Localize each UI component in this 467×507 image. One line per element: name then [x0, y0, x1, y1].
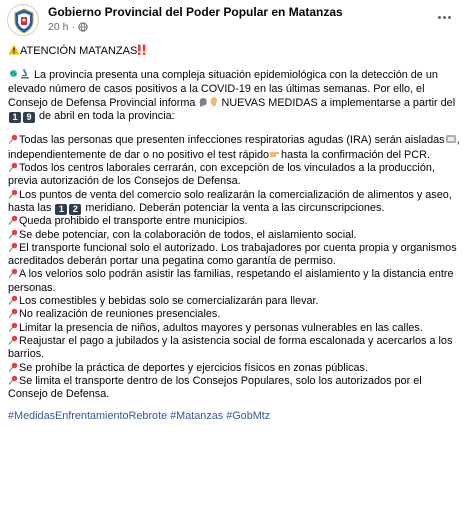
hashtag-link[interactable]: #GobMtz: [226, 410, 271, 423]
post-intro: [8, 68, 460, 123]
list-item: Se limita el transporte dentro de los Consejos Populares, solo los autorizados por el Consejo de Defensa.: [8, 374, 422, 401]
double-exclamation-icon: [137, 44, 147, 55]
pushpin-icon: [8, 362, 18, 372]
hashtags: [8, 410, 460, 423]
list-item: Reajustar el pago a jubilados y la asistencia social de forma escalonada y acercarlos a los barrios.: [8, 334, 453, 361]
pointing-hand-icon: [269, 148, 281, 159]
intro-text-1: La provincia presenta una compleja situación epidemiológica con la detección de un elevado número de casos positivos a la COVID-19 en las últimas semanas. Por ello, el Consejo de Defensa Provincial informa: [8, 69, 438, 109]
warning-icon: [8, 44, 20, 55]
keycap-digit-1: 1: [55, 204, 67, 215]
pushpin-icon: [8, 215, 18, 225]
microscope-icon: [19, 68, 31, 79]
list-item: A los velorios solo podrán asistir las familias, respetando el aislamiento y la distancia entre personas.: [8, 268, 454, 294]
post-title: ATENCIÓN MATANZAS: [20, 45, 138, 57]
speaking-head-icon: [198, 96, 209, 107]
pushpin-icon: [8, 375, 18, 385]
list-item: Se debe potenciar, con la colaboración de todos, el aislamiento social.: [8, 229, 460, 242]
pushpin-icon: [8, 134, 18, 144]
list-item: El transporte funcional solo el autorizado. Los trabajadores por cuenta propia y organismos acreditados deberán portar una pegatina como garantía de permiso.: [8, 241, 457, 268]
hashtag-link[interactable]: #MedidasEnfrentamientoRebrote: [8, 410, 168, 423]
post-body: [8, 44, 460, 424]
list-item: Los puntos de venta del comercio solo realizarán la comercialización de alimentos y aseo, hasta las 1 2 meridiano. Deberán potenciar la venta a las circunscripciones.: [8, 188, 452, 214]
post-title-line: [8, 44, 460, 58]
pushpin-icon: [8, 242, 18, 252]
list-item: Queda prohibido el transporte entre municipios.: [8, 215, 460, 228]
globe-icon: [78, 22, 88, 32]
pushpin-icon: [8, 162, 18, 172]
more-options-icon[interactable]: [432, 8, 456, 26]
list-item: Los comestibles y bebidas solo se comercializarán para llevar.: [8, 295, 460, 308]
pushpin-icon: [8, 189, 18, 199]
list-item: Limitar la presencia de niños, adultos mayores y personas vulnerables en las calles.: [8, 322, 460, 335]
keycap-digit-1: 1: [9, 112, 21, 123]
list-item: Todas las personas que presenten infecciones respiratorias agudas (IRA) serán aisladas , independientemente de dar o no positivo el test rápido hasta la confirmación del PCR.: [8, 134, 460, 161]
post-time[interactable]: 20 h: [48, 21, 69, 33]
keycap-digit-9: 9: [23, 112, 35, 123]
list-item: Todos los centros laborales cerrarán, con excepción de los vinculados a la producción, previa autorización de los Consejos de Defensa.: [8, 162, 435, 188]
pushpin-icon: [8, 322, 18, 332]
pushpin-icon: [8, 268, 18, 278]
post-meta: [48, 21, 88, 33]
pushpin-icon: [8, 229, 18, 239]
pushpin-icon: [8, 295, 18, 305]
list-item: No realización de reuniones presenciales.: [8, 308, 460, 321]
keycap-digit-2: 2: [69, 204, 81, 215]
pushpin-icon: [8, 335, 18, 345]
microbe-icon: [8, 68, 19, 79]
pushpin-icon: [8, 308, 18, 318]
intro-text-3: de abril en toda la provincia:: [36, 110, 175, 123]
post-header: [0, 0, 467, 40]
hashtag-link[interactable]: #Matanzas: [170, 410, 224, 423]
list-item: Se prohíbe la práctica de deportes y ejercicios físicos en zonas públicas.: [8, 362, 460, 375]
page-name-link[interactable]: Gobierno Provincial del Poder Popular en Matanzas: [48, 5, 343, 19]
meta-separator: ·: [71, 21, 75, 33]
house-icon: [445, 133, 457, 144]
intro-text-2: NUEVAS MEDIDAS a implementarse a partir del: [218, 96, 456, 109]
page-avatar[interactable]: [7, 4, 39, 36]
